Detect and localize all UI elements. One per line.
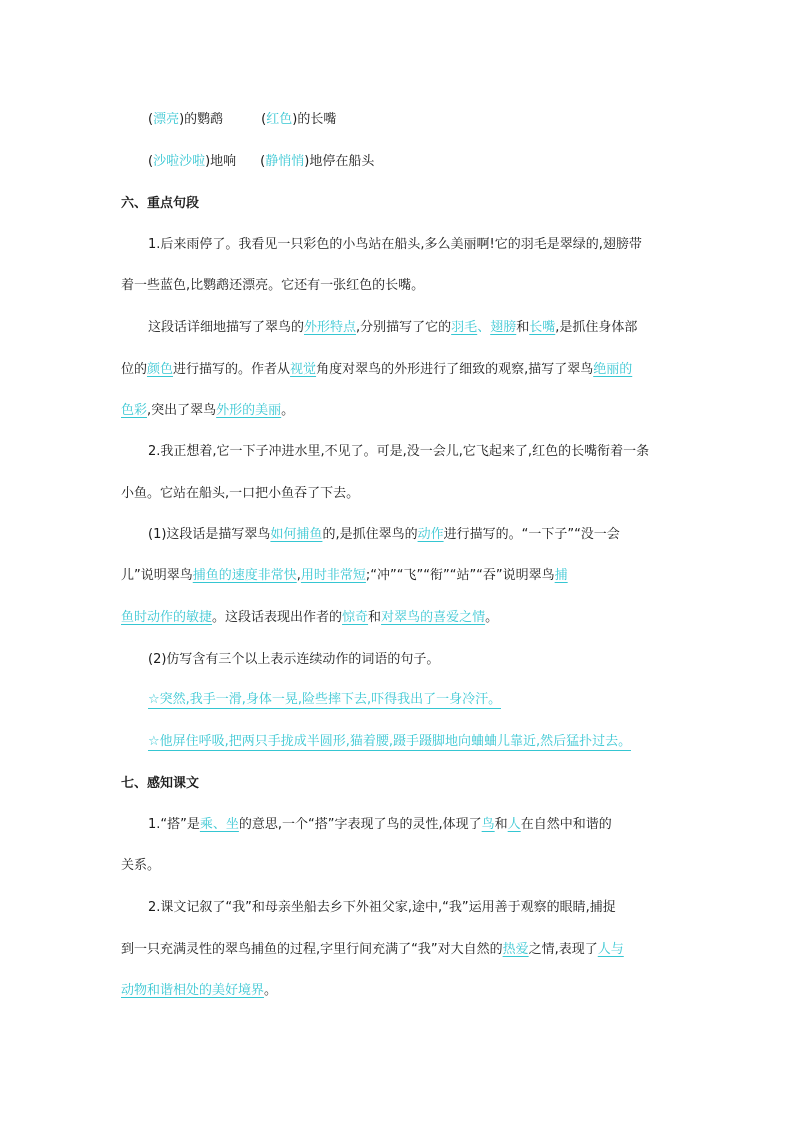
section-heading: 七、感知课文 <box>121 776 200 791</box>
answer: 惊奇 <box>342 610 369 625</box>
example-sentence-row <box>148 732 631 752</box>
text: 这段话详细地描写了翠鸟的 <box>148 320 305 335</box>
text: )地停在船头 <box>304 154 375 169</box>
answer: 人 <box>507 817 521 832</box>
text: )地响 <box>205 154 237 169</box>
text: 角度对翠鸟的外形进行了细致的观察,描写了翠鸟 <box>316 362 594 377</box>
example-sentence: ☆他屏住呼吸,把两只手拢成半圆形,猫着腰,蹑手蹑脚地向蛐蛐儿靠近,然后猛扑过去。 <box>148 734 632 749</box>
text: 位的 <box>121 362 148 377</box>
answer: 漂亮 <box>153 112 180 127</box>
text: ( <box>261 112 267 127</box>
text: 。 <box>485 610 499 625</box>
text: 之情,表现了 <box>528 942 598 957</box>
paragraph-line: 2.课文记叙了“我”和母亲坐船去乡下外祖父家,途中,“我”运用善于观察的眼睛,捕捉 <box>148 900 616 915</box>
answer: 红色 <box>266 112 293 127</box>
section-heading: 六、重点句段 <box>121 196 200 211</box>
text: ;“冲”“飞”“衔”“站”“吞”说明翠鸟 <box>365 568 555 583</box>
answer-line <box>121 401 294 421</box>
answer-line <box>121 981 277 1001</box>
answer: 对翠鸟的喜爱之情 <box>381 610 486 625</box>
answer-line <box>121 566 568 586</box>
question-line: (2)仿写含有三个以上表示连续动作的词语的句子。 <box>148 652 440 667</box>
answer: 鱼时动作的敏捷 <box>121 610 213 625</box>
answer: 长嘴 <box>529 320 556 335</box>
text: )的鹦鹉 <box>179 112 224 127</box>
answer-line <box>148 525 620 545</box>
answer: 热爱 <box>502 942 529 957</box>
text: 进行描写的。作者从 <box>173 362 291 377</box>
text: 、 <box>477 320 491 335</box>
answer-line <box>121 608 498 628</box>
word-pair-row-1 <box>148 110 336 130</box>
text: 1.“搭”是 <box>148 817 200 832</box>
text: 。 <box>281 403 295 418</box>
answer: 颜色 <box>147 362 174 377</box>
text: (1)这段话是描写翠鸟 <box>148 527 271 542</box>
answer: 捕 <box>554 568 568 583</box>
text: 到一只充满灵性的翠鸟捕鱼的过程,字里行间充满了“我”对大自然的 <box>121 942 503 957</box>
text: 的意思,一个“搭”字表现了鸟的灵性,体现了 <box>238 817 482 832</box>
text: ,是抓住身体部 <box>555 320 638 335</box>
answer: 鸟 <box>481 817 495 832</box>
text: 和 <box>494 817 508 832</box>
answer: 乘、坐 <box>199 817 239 832</box>
answer: 如何捕鱼 <box>270 527 323 542</box>
answer: 静悄悄 <box>265 154 305 169</box>
paragraph-line: 2.我正想着,它一下子冲进水里,不见了。可是,没一会儿,它飞起来了,红色的长嘴衔着一条 <box>148 444 650 459</box>
answer: 外形特点 <box>304 320 357 335</box>
answer: 捕鱼的速度非常快 <box>192 568 297 583</box>
answer: 羽毛 <box>451 320 478 335</box>
answer-line <box>121 360 632 380</box>
paragraph-line: 1.后来雨停了。我看见一只彩色的小鸟站在船头,多么美丽啊!它的羽毛是翠绿的,翅膀带 <box>148 237 642 252</box>
answer: 外形的美丽 <box>216 403 282 418</box>
paragraph-line: 小鱼。它站在船头,一口把小鱼吞了下去。 <box>121 486 360 501</box>
text: ,突出了翠鸟 <box>147 403 217 418</box>
text: 进行描写的。“一下子”“没一会 <box>443 527 620 542</box>
text: 和 <box>368 610 382 625</box>
text: ( <box>148 154 154 169</box>
answer: 翅膀 <box>490 320 517 335</box>
paragraph-line: 着一些蓝色,比鹦鹉还漂亮。它还有一张红色的长嘴。 <box>121 278 425 293</box>
text: ,分别描写了它的 <box>356 320 452 335</box>
answer-line <box>148 318 637 338</box>
answer: 色彩 <box>121 403 148 418</box>
text: 。这段话表现出作者的 <box>212 610 343 625</box>
text: 儿”说明翠鸟 <box>121 568 193 583</box>
text: )的长嘴 <box>292 112 337 127</box>
text: 的,是抓住翠鸟的 <box>322 527 418 542</box>
word-pair-row-2 <box>148 152 374 172</box>
paragraph-line: 关系。 <box>121 858 161 873</box>
text: ( <box>148 112 154 127</box>
answer: 动物和谐相处的美好境界 <box>121 983 265 998</box>
example-sentence: ☆突然,我手一滑,身体一晃,险些摔下去,吓得我出了一身冷汗。 <box>148 692 502 707</box>
text: ( <box>260 154 266 169</box>
text: 和 <box>516 320 530 335</box>
text: , <box>296 568 301 583</box>
example-sentence-row <box>148 690 501 710</box>
answer-line <box>121 940 624 960</box>
answer-line <box>148 815 612 835</box>
answer: 用时非常短 <box>300 568 366 583</box>
answer: 沙啦沙啦 <box>153 154 206 169</box>
answer: 动作 <box>417 527 444 542</box>
text: 。 <box>264 983 278 998</box>
answer: 绝丽的 <box>593 362 633 377</box>
answer: 视觉 <box>290 362 317 377</box>
text: 在自然中和谐的 <box>520 817 612 832</box>
answer: 人与 <box>597 942 624 957</box>
